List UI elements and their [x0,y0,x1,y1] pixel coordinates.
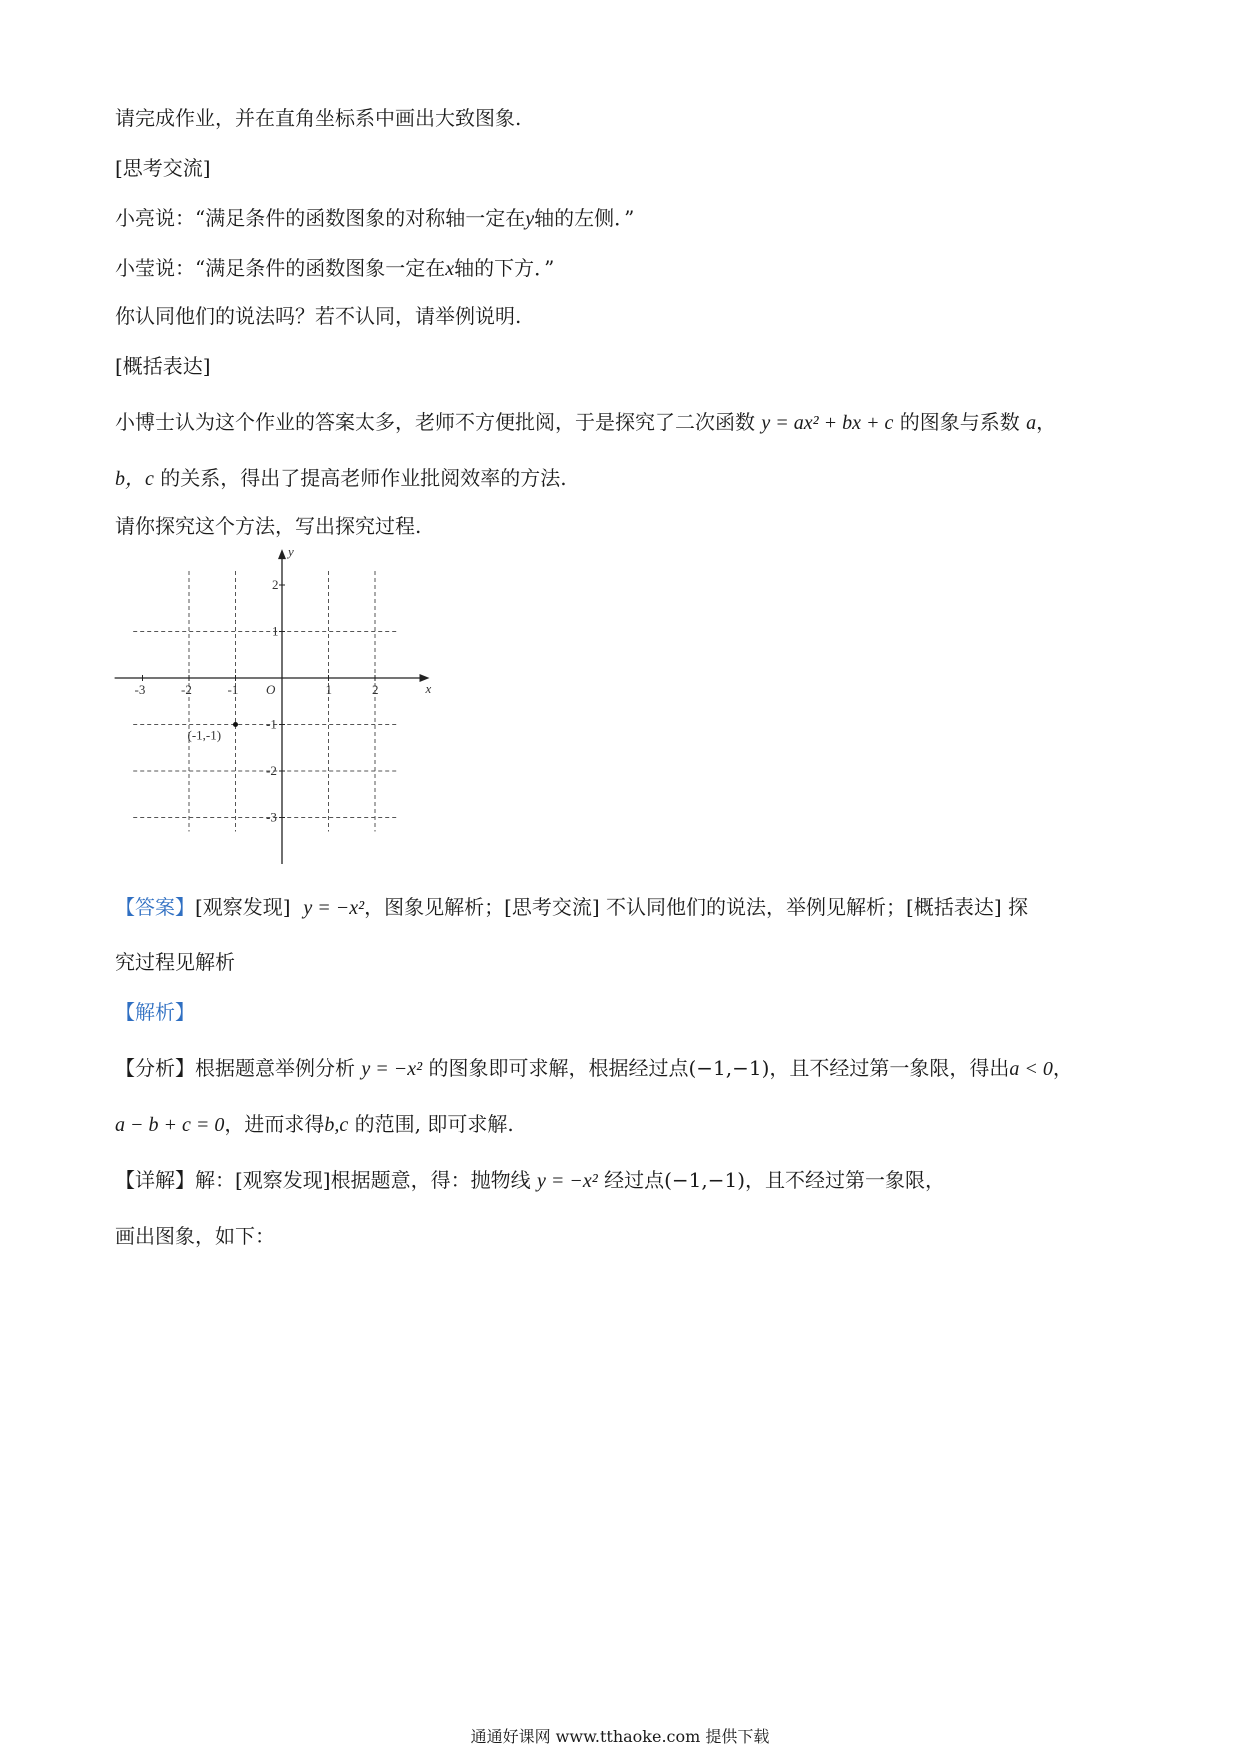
y-tick-label: 2 [272,577,279,592]
answer-line: 【答案】[观察发现] y = −x²，图象见解析；[思考交流] 不认同他们的说法，举例见解析；[概括表达] 探 [115,895,1029,919]
xiangjie-tag: 【详解】 [115,1168,195,1192]
fenxi-tag: 【分析】 [115,1056,195,1080]
text-line-xiaoying: 小莹说：“满足条件的函数图象一定在x轴的下方．” [115,256,555,280]
y-tick-label: -2 [266,763,277,778]
fenxi-line-2: a − b + c = 0，进而求得b,c 的范围, 即可求解. [115,1112,514,1136]
draw-graph-line: 画出图象，如下： [115,1224,275,1248]
point-label: (-1,-1) [187,727,222,743]
x-tick-label: 2 [372,682,379,697]
origin-label: O [266,682,276,697]
x-tick-label: 1 [325,682,332,697]
y-tick-label: 1 [272,623,279,639]
text-line-coefficients: b，c 的关系，得出了提高老师作业批阅效率的方法. [115,466,567,490]
xiangjie-line: 【详解】解：[观察发现]根据题意，得：抛物线 y = −x² 经过点(−1,−1)，且不经过第一象限， [115,1168,946,1192]
text-line-question: 你认同他们的说法吗？若不认同，请举例说明. [115,304,522,328]
x-tick-label: -2 [181,682,192,697]
text-line-xiaoliang: 小亮说：“满足条件的函数图象的对称轴一定在y轴的左侧．” [115,206,635,230]
text-line-1: 请完成作业，并在直角坐标系中画出大致图象. [115,106,522,130]
coordinate-grid [110,544,432,868]
text-line-xiaoboshi: 小博士认为这个作业的答案太多，老师不方便批阅，于是探究了二次函数 y = ax² + bx + c 的图象与系数 a， [115,410,1057,434]
section-label-gaikuo: [概括表达] [115,354,211,378]
answer-line-2: 究过程见解析 [115,950,235,974]
fenxi-line: 【分析】根据题意举例分析 y = −x² 的图象即可求解，根据经过点(−1,−1)，且不经过第一象限，得出a < 0， [115,1056,1073,1080]
x-tick-label: -3 [134,682,146,697]
y-tick-label: -1 [266,716,277,732]
analysis-tag: 【解析】 [115,1000,195,1024]
y-tick-label: -3 [266,809,277,825]
y-axis-arrow [278,549,286,559]
y-axis-label: y [288,544,294,560]
x-axis-label: x [425,681,432,696]
x-tick-label: -1 [227,682,239,697]
footer: 通通好课网 www.tthaoke.com 提供下载 [470,1727,770,1746]
text-line-explore: 请你探究这个方法，写出探究过程. [115,514,422,538]
answer-tag: 【答案】 [115,895,195,919]
point-marker [233,722,238,727]
section-label-sikao: [思考交流] [115,156,211,180]
